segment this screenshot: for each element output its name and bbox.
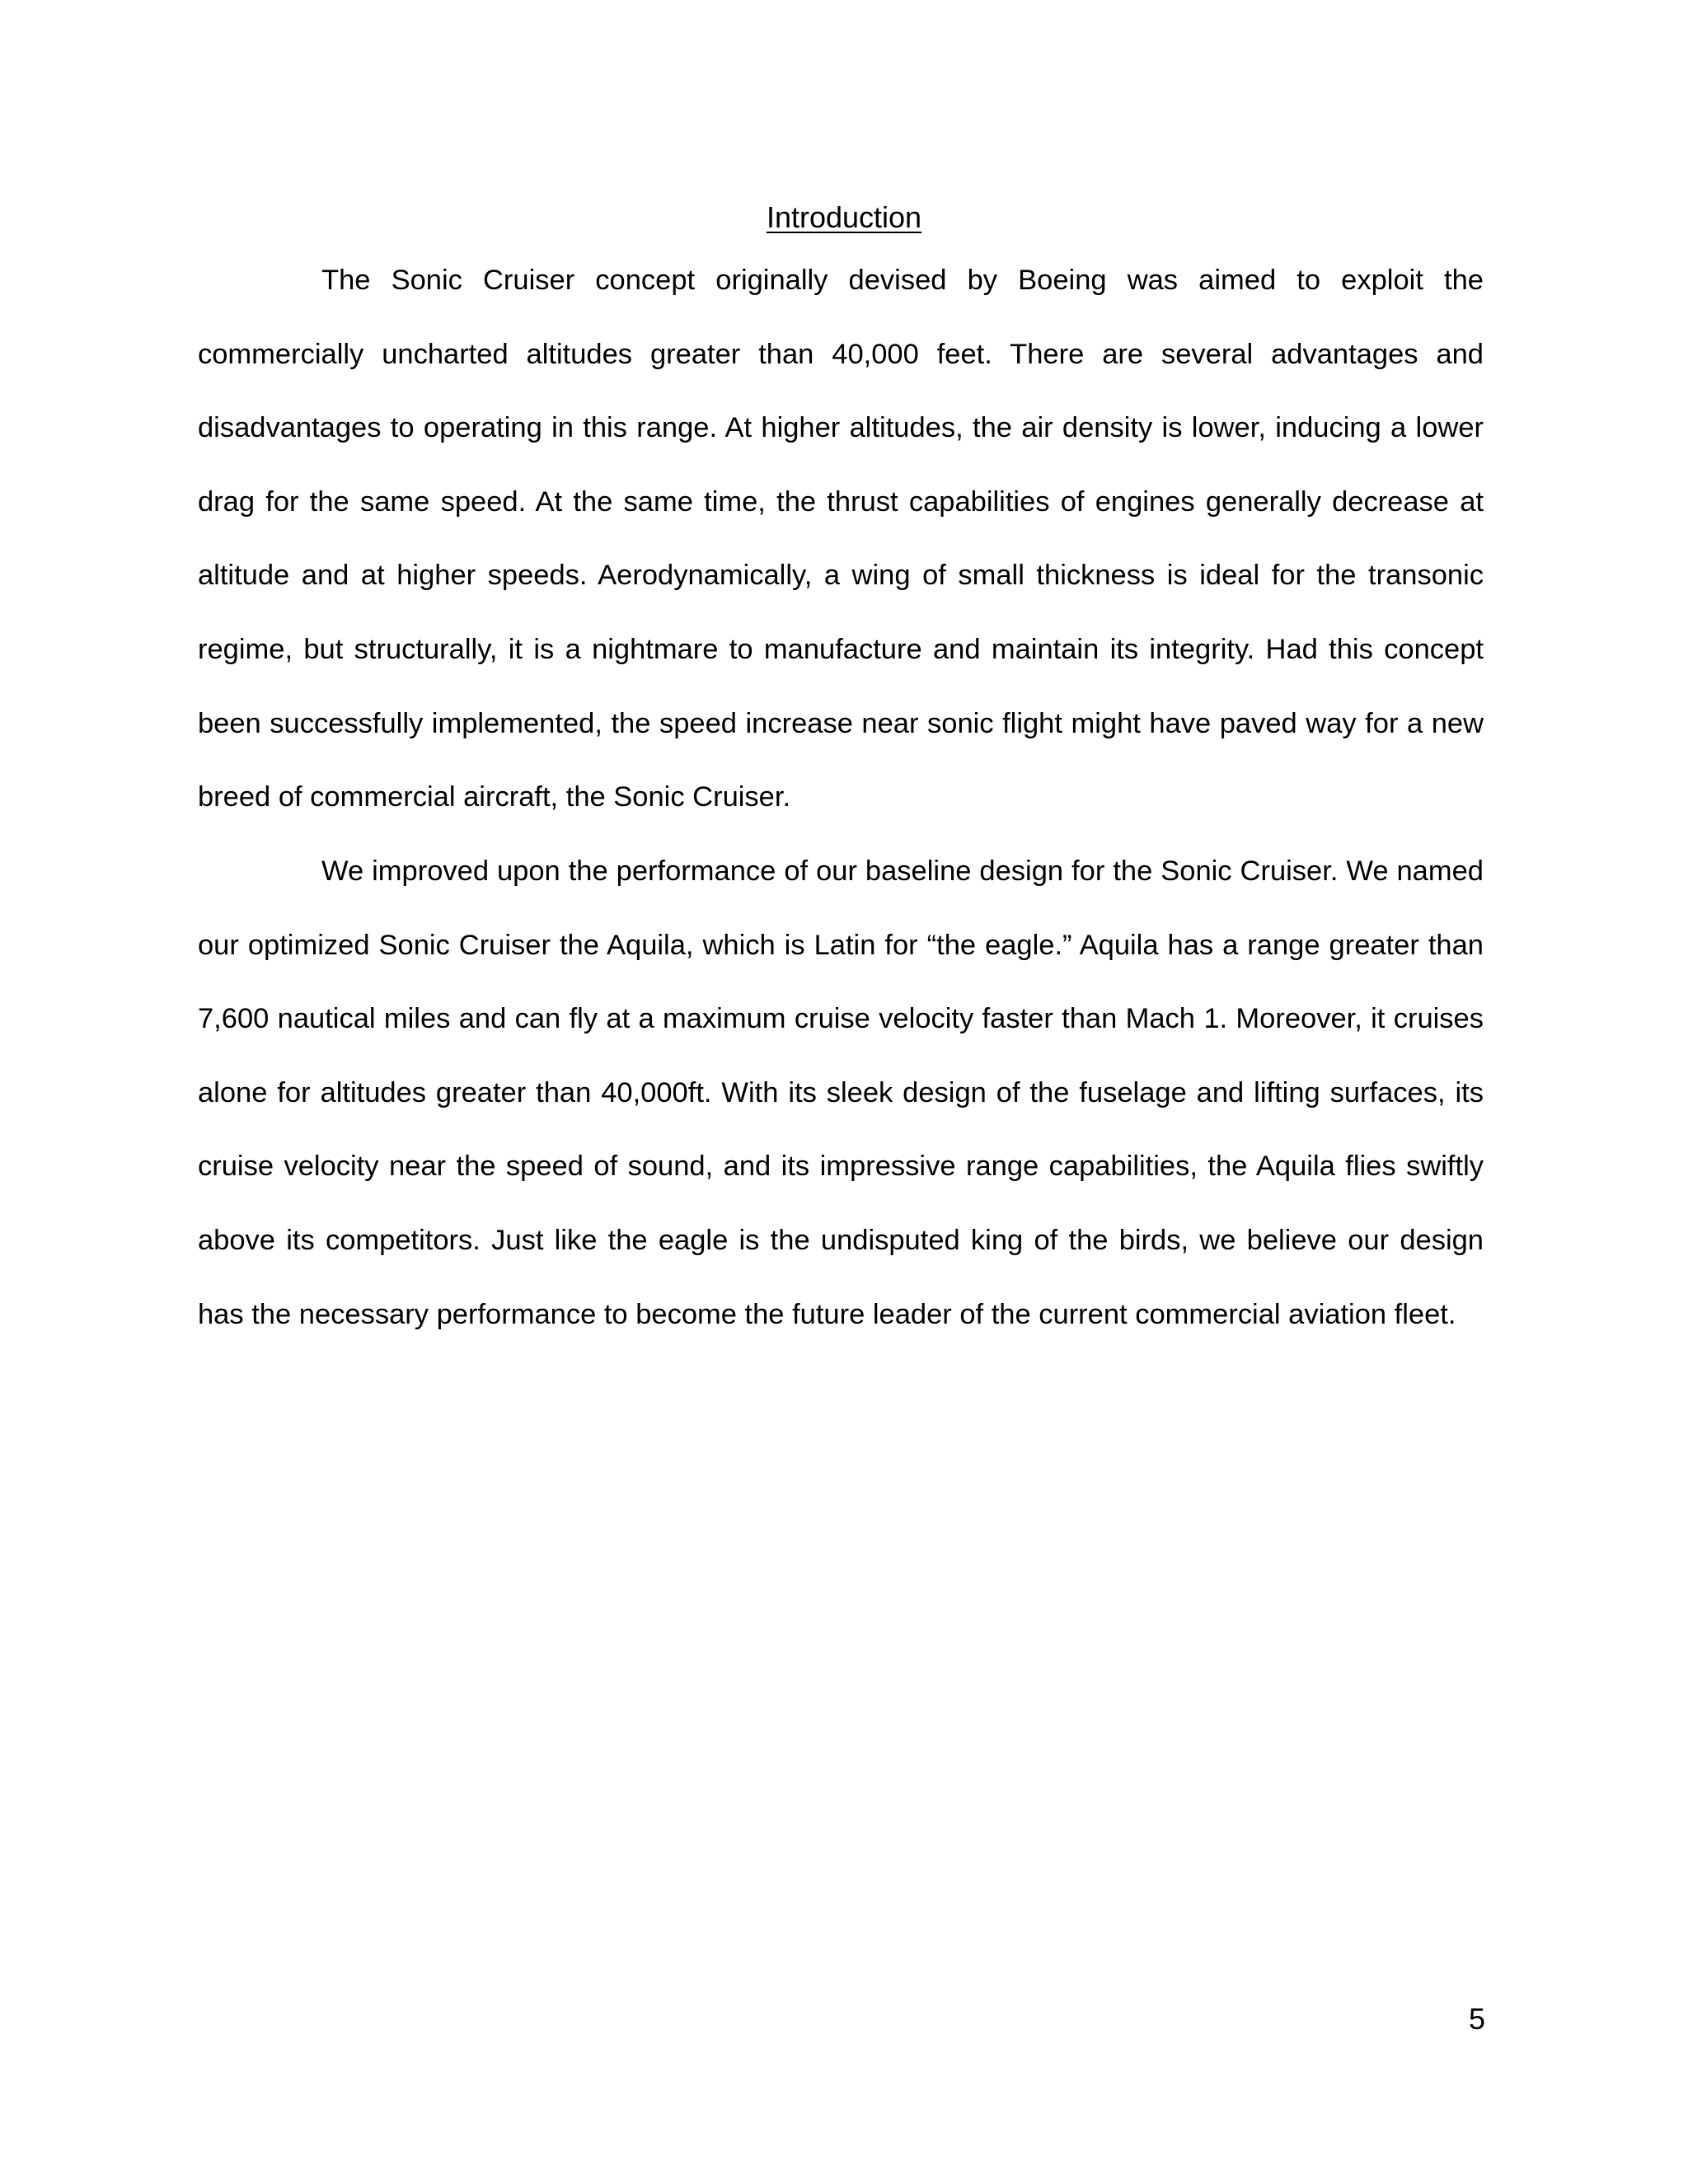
- section-title: Introduction: [766, 200, 922, 234]
- paragraph-aquila: We improved upon the performance of our baseline design for the Sonic Cruiser. We named our optimized Sonic Cruiser the Aquila, which is Latin for “the eagle.” Aquila has a range greater than 7,600 nautical miles and can fly at a maximum cruise velocity faster than Mach 1. Moreover, it cruises alone for altitudes greater than 40,000ft. With its sleek design of the fuselage and lifting surfaces, its cruise velocity near the speed of sound, and its impressive range capabilities, the Aquila flies swiftly above its competitors. Just like the eagle is the undisputed king of the birds, we believe our design has the necessary performance to become the future leader of the current commercial aviation fleet.: [198, 855, 1484, 1330]
- paragraph-intro: The Sonic Cruiser concept originally devised by Boeing was aimed to exploit the commercially uncharted altitudes greater than 40,000 feet. There are several advantages and disadvantages to operating in this range. At higher altitudes, the air density is lower, inducing a lower drag for the same speed. At the same time, the thrust capabilities of engines generally decrease at altitude and at higher speeds. Aerodynamically, a wing of small thickness is ideal for the transonic regime, but structurally, it is a nightmare to manufacture and maintain its integrity. Had this concept been successfully implemented, the speed increase near sonic flight might have paved way for a new breed of commercial aircraft, the Sonic Cruiser.: [198, 265, 1484, 813]
- page-number: 5: [1468, 2002, 1485, 2036]
